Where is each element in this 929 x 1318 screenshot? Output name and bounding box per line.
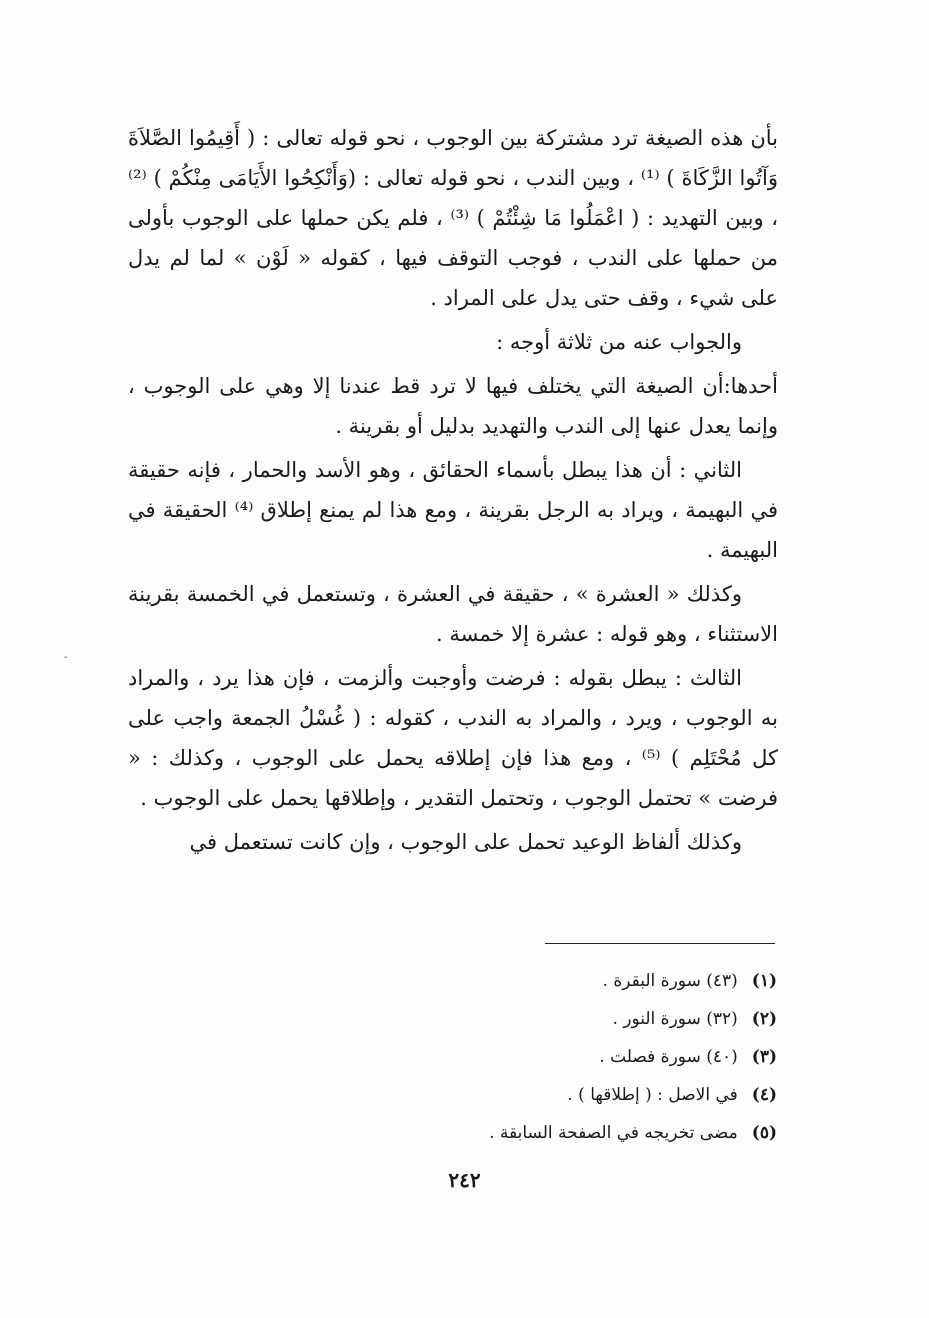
main-text xyxy=(128,118,778,866)
paragraph: والجواب عنه من ثلاثة أوجه : xyxy=(496,330,742,354)
footnote-item xyxy=(277,1076,777,1114)
footnote-text: في الاصل : ( إطلاقها ) . xyxy=(567,1085,738,1105)
paragraph: بأن هذه الصيغة ترد مشتركة بين الوجوب ، نحو قوله تعالى : ( أَقِيمُوا الصَّلاَةَ وَآتُوا الزَّكَاةَ ) ⁽¹⁾ ، وبين الندب ، نحو قوله تعالى : (وَأَنْكِحُوا الأَيَامَى مِنْكُمْ ) ⁽²⁾ ، وبين التهديد : ( اعْمَلُوا مَا شِئْتُمْ ) ⁽³⁾ ، فلم يكن حملها على الوجوب بأولى من حملها على الندب ، فوجب التوقف فيها ، كقوله « لَوْن » لما لم يدل على شيء ، وقف حتى يدل على المراد . xyxy=(128,126,778,310)
paragraph: وكذلك ألفاظ الوعيد تحمل على الوجوب ، وإن كانت تستعمل في xyxy=(189,830,742,854)
footnote-number: (٥) xyxy=(751,1123,777,1143)
footnote-text: مضى تخريجه في الصفحة السابقة . xyxy=(489,1123,738,1143)
footnote-text: (٤٠) سورة فصلت . xyxy=(599,1047,738,1067)
footnotes xyxy=(277,962,777,1152)
footnote-number: (٢) xyxy=(751,1009,777,1029)
paragraph: الثاني : أن هذا يبطل بأسماء الحقائق ، وهو الأسد والحمار ، فإنه حقيقة في البهيمة ، ويراد به الرجل بقرينة ، ومع هذا لم يمنع إطلاق ⁽⁴⁾ الحقيقة في البهيمة . xyxy=(128,458,779,562)
footnote-text: (٣٢) سورة النور . xyxy=(612,1009,738,1029)
paragraph: أحدها:أن الصيغة التي يختلف فيها لا ترد قط عندنا إلا وهي على الوجوب ، وإنما يعدل عنها إلى الندب والتهديد بدليل أو بقرينة . xyxy=(128,374,778,438)
footnote-number: (٤) xyxy=(751,1085,777,1105)
paragraph: الثالث : يبطل بقوله : فرضت وأوجبت وألزمت ، فإن هذا يرد ، والمراد به الوجوب ، ويرد ، والمراد به الندب ، كقوله : ( غُسْلُ الجمعة واجب على كل مُحْتَلِم ) ⁽⁵⁾ ، ومع هذا فإن إطلاقه يحمل على الوجوب ، وكذلك : « فرضت » تحتمل الوجوب ، وتحتمل التقدير ، وإطلاقها يحمل على الوجوب . xyxy=(128,666,778,810)
footnote-number: (٣) xyxy=(751,1047,777,1067)
paragraph: وكذلك « العشرة » ، حقيقة في العشرة ، وتستعمل في الخمسة بقرينة الاستثناء ، وهو قوله : عشرة إلا خمسة . xyxy=(128,582,778,646)
footnote-text: (٤٣) سورة البقرة . xyxy=(602,971,738,991)
margin-mark: - xyxy=(64,652,68,663)
footnote-item xyxy=(277,1114,777,1152)
footnote-item xyxy=(277,1038,777,1076)
footnote-divider xyxy=(545,943,775,944)
page-number: ٢٤٢ xyxy=(448,1168,481,1192)
footnote-number: (١) xyxy=(751,971,777,991)
footnote-item xyxy=(277,962,777,1000)
footnote-item xyxy=(277,1000,777,1038)
